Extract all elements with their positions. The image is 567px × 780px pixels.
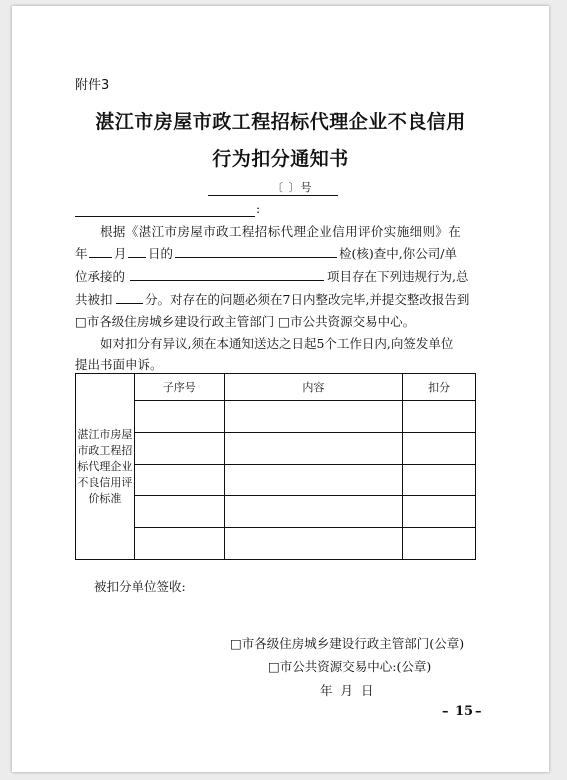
doc-number-underline bbox=[208, 195, 338, 196]
side-label-line: 湛江市房屋 bbox=[77, 427, 133, 441]
table-cell[interactable] bbox=[134, 528, 224, 560]
page-number-dash-right: – bbox=[475, 704, 482, 719]
table-cell[interactable] bbox=[224, 432, 403, 464]
table-cell[interactable] bbox=[403, 496, 476, 528]
table-cell[interactable] bbox=[403, 432, 476, 464]
side-label-line: 市政工程招 bbox=[77, 443, 133, 457]
para2-line1: 如对扣分有异议,须在本通知送达之日起5个工作日内,向签发单位 bbox=[100, 336, 454, 351]
para1-check: 检(核)查中,你公司/单 bbox=[339, 246, 457, 261]
para1-day: 日的 bbox=[148, 246, 174, 261]
header-sub-number: 子序号 bbox=[134, 374, 224, 401]
table-header-row bbox=[76, 374, 476, 401]
para1-line3a: 位承接的 bbox=[75, 269, 126, 284]
title-line-1: 湛江市房屋市政工程招标代理企业不良信用 bbox=[95, 111, 466, 133]
title-line-2: 行为扣分通知书 bbox=[212, 148, 349, 170]
table-cell[interactable] bbox=[224, 464, 403, 496]
inspection-blank bbox=[175, 257, 337, 258]
date-line: 年 月 日 bbox=[320, 683, 374, 698]
header-deduction: 扣分 bbox=[403, 374, 476, 401]
para1-line5: □市各级住房城乡建设行政主管部门 □市公共资源交易中心。 bbox=[75, 314, 416, 329]
points-blank bbox=[116, 303, 143, 304]
para1-line3b: 项目存在下列违规行为,总 bbox=[327, 269, 469, 284]
para2-line2: 提出书面申诉。 bbox=[75, 357, 163, 372]
table-row bbox=[76, 401, 476, 433]
sign-label: 被扣分单位签收: bbox=[94, 579, 186, 594]
table-row bbox=[76, 496, 476, 528]
table-side-label bbox=[76, 374, 135, 560]
month-blank bbox=[128, 257, 146, 258]
side-label-line: 标代理企业 bbox=[77, 459, 133, 473]
header-content: 内容 bbox=[224, 374, 403, 401]
side-label-line: 不良信用评 bbox=[77, 475, 133, 489]
project-blank bbox=[130, 280, 324, 281]
table-cell[interactable] bbox=[134, 401, 224, 433]
para1-year: 年 bbox=[75, 246, 88, 261]
page-number-dash-left: – bbox=[442, 704, 449, 719]
table-row bbox=[76, 528, 476, 560]
page-number: 15 bbox=[455, 704, 474, 719]
para1-line1: 根据《湛江市房屋市政工程招标代理企业信用评价实施细则》在 bbox=[100, 224, 462, 239]
table-row bbox=[76, 464, 476, 496]
recipient-colon: : bbox=[256, 201, 261, 216]
attachment-label: 附件3 bbox=[75, 78, 110, 93]
table-cell[interactable] bbox=[224, 496, 403, 528]
table-cell[interactable] bbox=[403, 528, 476, 560]
doc-number: 〔 〕号 bbox=[272, 181, 313, 194]
stamp-housing-dept: □市各级住房城乡建设行政主管部门(公章) bbox=[230, 636, 465, 651]
recipient-underline bbox=[75, 216, 255, 217]
stamp-trading-center: □市公共资源交易中心:(公章) bbox=[268, 659, 432, 674]
document-page bbox=[12, 6, 549, 772]
para1-line4b: 分。对存在的问题必须在7日内整改完毕,并提交整改报告到 bbox=[145, 292, 470, 307]
para1-line4a: 共被扣 bbox=[75, 292, 113, 307]
table-row bbox=[76, 432, 476, 464]
side-label-line: 价标准 bbox=[88, 491, 122, 505]
table-cell[interactable] bbox=[403, 464, 476, 496]
year-blank bbox=[89, 257, 112, 258]
table-cell[interactable] bbox=[134, 432, 224, 464]
para1-month: 月 bbox=[114, 246, 127, 261]
table-cell[interactable] bbox=[224, 401, 403, 433]
deduction-table bbox=[75, 373, 476, 560]
table-cell[interactable] bbox=[403, 401, 476, 433]
table-cell[interactable] bbox=[224, 528, 403, 560]
table-cell[interactable] bbox=[134, 496, 224, 528]
table-cell[interactable] bbox=[134, 464, 224, 496]
